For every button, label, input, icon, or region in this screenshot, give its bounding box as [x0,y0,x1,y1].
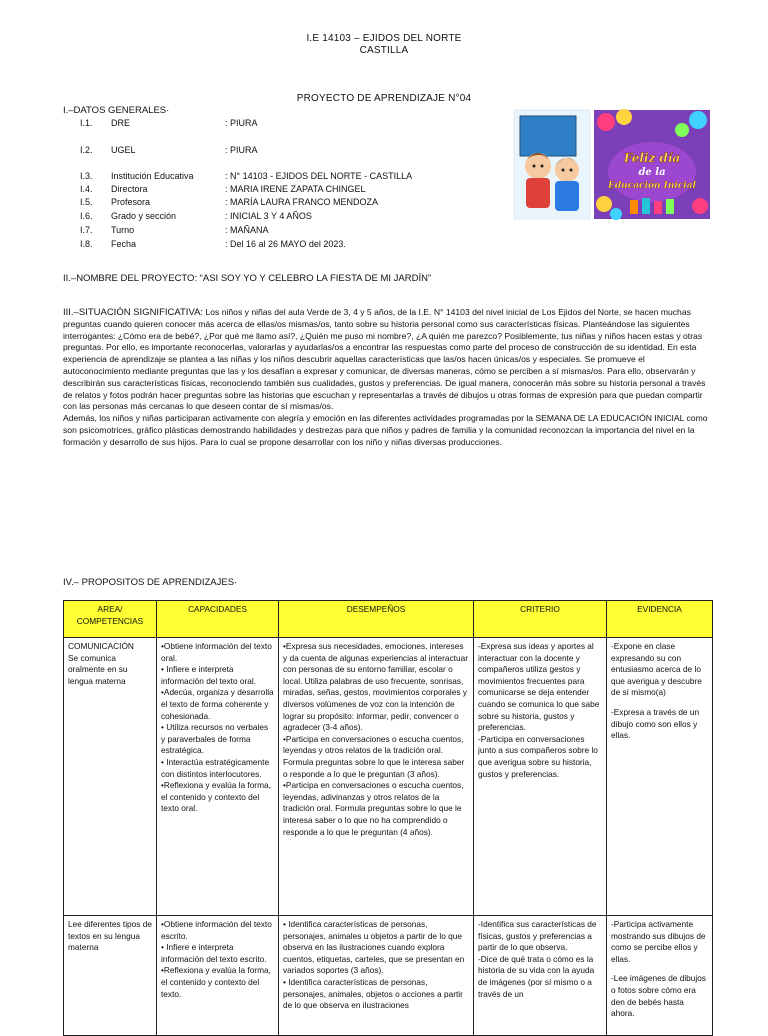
datos-row-label: DRE [111,118,131,128]
situacion-paragraph-2: Además, los niños y niñas participaran activamente con alegría y emoción en las diferentes actividades programadas por la SEMANA DE LA EDUCACIÓN INICIAL como son psicomotrices, gráfico plásticas demostrando habilidades y destrezas para que niños y padres de familia y la comunidad reconozcan la importancia del nivel en la formación y desarrollo de sus hijos. Para lo cual se propone desarrollar con los niño y niñas diversas producciones. [63,413,708,447]
header-evidencia: EVIDENCIA [607,601,713,638]
header-criterio: CRITERIO [474,601,607,638]
table-row [64,916,713,1036]
project-name: II.–NOMBRE DEL PROYECTO: “ASI SOY YO Y CELEBRO LA FIESTA DE MI JARDÍN” [63,273,432,284]
datos-row-value: : PIURA [225,145,258,155]
illus-line2: de la [638,167,666,178]
datos-row-number: I.6. [80,211,93,221]
evidencia-item: -Expone en clase expresando su con entusiasmo acerca de lo que averigua y descubre de sí mismo(a) [611,641,702,698]
capacidad-item: • Utiliza recursos no verbales y paraverbales de forma estratégica. [161,722,269,756]
capacidad-item: • Infiere e interpreta información del texto oral. [161,664,257,686]
school-name: I.E 14103 – EJIDOS DEL NORTE [306,33,462,44]
situacion-label: III.–SITUACIÓN SIGNIFICATIVA: [63,307,204,318]
datos-row-value: : Del 16 al 26 MAYO del 2023. [225,239,346,249]
desempenos-cell [279,916,474,1036]
criterio-cell [474,916,607,1036]
desempeno-item: • Identifica características de personas, personajes, animales u objetos a partir de lo que observa en las ilustraciones cuando explora cuentos, etiquetas, carteles, que se presentan en variados soportes (3 años). [283,919,465,976]
desempenos-cell [279,638,474,916]
table-row [64,638,713,916]
area-competence: Lee diferentes tipos de textos en su lengua materna [68,919,152,953]
datos-row-value: : PIURA [225,118,258,128]
capacidades-cell [157,638,279,916]
datos-heading: I.–DATOS GENERALES· [63,105,170,116]
datos-row-number: I.2. [80,145,93,155]
datos-row-value: : N° 14103 - EJIDOS DEL NORTE - CASTILLA [225,171,413,181]
evidencia-item: -Expresa a través de un dibujo como son ellos y ellas. [611,706,700,741]
propositos-table [63,600,713,1036]
capacidades-cell [157,916,279,1036]
datos-row-label: Directora [111,184,148,194]
criterio-item: -Expresa sus ideas y aportes al interactuar con la docente y compañeros utiliza gestos y movimientos frecuentes para comunicarse se deja entender cuando se comunica lo que sabe sobre su historia, gustos y preferencias. [478,641,600,733]
datos-row-value: : MARÍA LAURA FRANCO MENDOZA [225,197,379,207]
criterio-item: -Participa en conversaciones junto a sus compañeros sobre lo que averigua sobre su historia, gustos y preferencias. [478,733,598,779]
project-number: PROYECTO DE APRENDIZAJE N°04 [296,93,472,104]
evidencia-item: -Lee imágenes de dibujos o fotos sobre cómo era den de bebés hasta ahora. [611,973,707,1019]
area-competence: Se comunica oralmente en su lengua materna [68,652,128,686]
illus-line3: Educación Inicial [608,181,696,191]
school-city: CASTILLA [359,45,409,56]
area-cell [64,638,157,916]
capacidad-item: •Reflexiona y evalúa la forma, el contenido y contexto del texto. [161,965,271,999]
datos-row-number: I.8. [80,239,93,249]
area-title: COMUNICACIÓN [68,641,134,651]
situacion-paragraph-1: Los niños y niñas del aula Verde de 3, 4 y 5 años, de la I.E. N° 14103 del nivel inicial de Los Ejidos del Norte, se hacen muchas preguntas cuando quieren conocer más acerca de ellas/os mismas/os, tanto sobre su historia personal como sus características físicas. Planteándose las siguientes interrogantes: ¿Cómo era de bebé?, ¿Por qué me llamo así?, ¿Quién me puso mi nombre?, ¿A quién me parezco? Posiblemente, tus niñas y niños hacen estas y otras preguntas. Por ello, es importante reconocerlas, valorarlas y ayudarlas/os a encontrar las respuestas como parte del proceso de construcción de su identidad. En esta experiencia de aprendizaje se plantea a las niñas y los niños descubrir aquellas características que las/os hacen únicas/os y especiales. Se promueve el autoconocimiento mediante preguntas que las y los desafían a expresar y comunicar, de diversas maneras, cómo se perciben a sí mismas/os. Para ello, observarán y describirán sus características físicas, reconociendo también sus cualidades, gustos y preferencias. De igual manera, conocerán más sobre su historia personal a través de relatos y fotos podrán hacer preguntas sobre las historias que escuchan y representarlas a través de dibujos u otras formas de expresión para que puedan compartir con las personas más cercanas lo que deseen contar de sí mismas/os. [63,307,706,412]
header-area: AREA/ COMPETENCIAS [64,601,157,638]
capacidad-item: •Adecúa, organiza y desarrolla el texto de forma coherente y cohesionada. [161,687,274,721]
datos-row-value: : MAÑANA [225,225,269,235]
datos-row-label: Profesora [111,197,151,207]
capacidad-item: •Reflexiona y evalúa la forma, el contenido y contexto del texto oral. [161,780,271,814]
datos-row-number: I.5. [80,197,93,207]
evidencia-cell [607,916,713,1036]
datos-row-label: Grado y sección [111,211,177,221]
datos-row-value: : MARIA IRENE ZAPATA CHINGEL [225,184,366,194]
desempeno-item: •Expresa sus necesidades, emociones, intereses y da cuenta de algunas experiencias al interactuar con personas de su entorno familiar, escolar o local. Utiliza palabras de uso frecuente, sonrisas, miradas, señas, gestos, movimientos corporales y diversos volúmenes de voz con la intención de lograr su propósito: informar, pedir, convencer o agradecer (3-4 años). [283,641,468,733]
desempeno-item: •Participa en conversaciones o escucha cuentos, leyendas y otros relatos de la tradición oral. Formula preguntas sobre lo que le interesa saber o responde a lo que le preguntan (3 años). [283,733,465,779]
evidencia-item: -Participa activamente mostrando sus dibujos de como se percibe ellos y ellas. [611,919,706,964]
header-desempenos: DESEMPEÑOS [279,601,474,638]
capacidad-item: •Obtiene información del texto oral. [161,641,272,663]
capacidad-item: • Infiere e interpreta información del texto escrito. [161,942,267,964]
desempeno-item: •Participa en conversaciones o escucha cuentos, leyendas, adivinanzas y otros relatos de la tradición oral. Formula preguntas sobre lo que le interesa saber o lo que no ha comprendido o responde a lo que le preguntan (4 años). [283,780,464,837]
datos-row-label: Turno [111,225,135,235]
desempeno-item: • Identifica características de personas, personajes, animales, objetos o acciones a partir de lo que observa en ilustraciones [283,976,463,1011]
datos-row-value: : INICIAL 3 Y 4 AÑOS [225,211,312,221]
criterio-item: -Dice de qué trata o cómo es la historia de su vida con la ayuda de imágenes (por sí mismo o a través de un [478,953,595,999]
evidencia-cell [607,638,713,916]
datos-row-number: I.7. [80,225,93,235]
capacidad-item: • Interactúa estratégicamente con distintos interlocutores. [161,756,270,779]
criterio-cell [474,638,607,916]
datos-row-number: I.1. [80,118,93,128]
header-capacidades: CAPACIDADES [157,601,279,638]
criterio-item: -Identifica sus características de físicas, gustos y preferencias a partir de lo que observa. [478,919,597,953]
table-header-row [64,601,713,638]
education-day-illustration [512,108,712,221]
propositos-heading: IV.– PROPOSITOS DE APRENDIZAJES· [63,577,238,588]
area-cell [64,916,157,1036]
datos-row-number: I.3. [80,171,93,181]
datos-row-number: I.4. [80,184,93,194]
illus-line1: Feliz día [623,151,681,165]
capacidad-item: •Obtiene información del texto escrito. [161,919,272,941]
datos-row-label: Institución Educativa [111,171,194,181]
datos-row-label: UGEL [111,145,136,155]
situacion-significativa [63,307,711,449]
datos-row-label: Fecha [111,239,137,249]
